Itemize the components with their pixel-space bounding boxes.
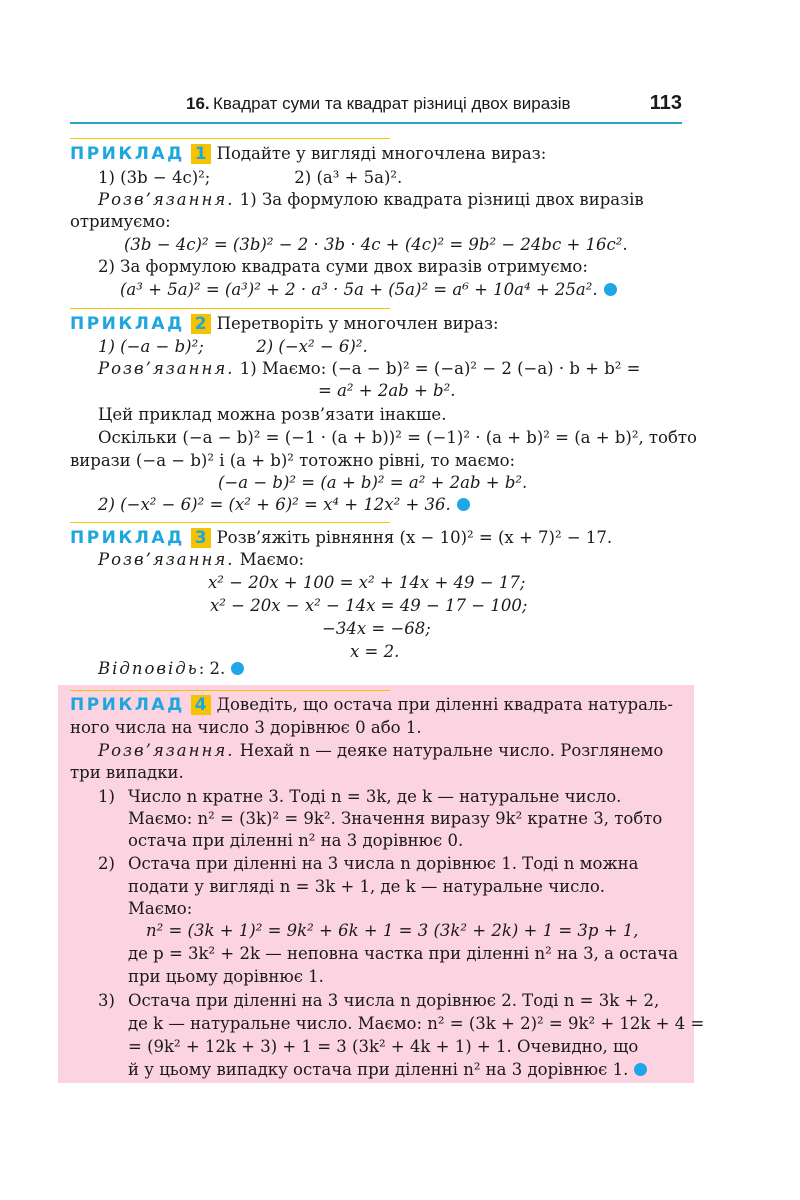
header-rule: [70, 122, 682, 124]
example-3-rule: [70, 522, 390, 523]
section-number: 16.: [186, 94, 210, 113]
example-1-text: 2) За формулою квадрата суми двох виразів отримуємо:: [98, 257, 588, 276]
solution-label: Розв’язання.: [98, 550, 235, 569]
answer-label: Відповідь: [98, 659, 199, 678]
example-4-rule: [70, 690, 390, 691]
blue-circle-icon: [604, 283, 617, 296]
example-3-text: Маємо:: [234, 550, 305, 569]
example-4-heading: [70, 694, 673, 716]
case-3-text: й у цьому випадку остача при діленні n² на 3 дорівнює 1.: [128, 1060, 629, 1079]
solution-label: Розв’язання.: [98, 741, 235, 760]
blue-circle-icon: [634, 1063, 647, 1076]
solution-label: Розв’язання.: [98, 190, 235, 209]
case-2-text: де p = 3k² + 2k — неповна частка при діленні n² на 3, а остача: [128, 944, 679, 963]
example-1-formula: (a³ + 5a)² = (a³)² + 2 · a³ · 5a + (5a)² = a⁶ + 10a⁴ + 25a².: [120, 280, 598, 299]
blue-circle-icon: [457, 498, 470, 511]
example-2-label: ПРИКЛАД: [70, 314, 185, 334]
example-1-number: 1: [191, 144, 211, 164]
example-1-text: 1) За формулою квадрата різниці двох виразів: [234, 190, 644, 209]
example-2-solution-line: [98, 358, 640, 380]
answer-value: : 2.: [198, 659, 226, 678]
example-1-task: Подайте у вигляді многочлена вираз:: [216, 144, 547, 163]
example-2-formula: 2) (−x² − 6)² = (x² + 6)² = x⁴ + 12x² + 36.: [98, 495, 451, 514]
example-3-label: ПРИКЛАД: [70, 528, 185, 548]
case-3-marker: 3): [98, 991, 115, 1010]
example-2-text: Цей приклад можна розв’язати інакше.: [98, 405, 447, 424]
case-3-text: Остача при діленні на 3 числа n дорівнює 2. Тоді n = 3k + 2,: [128, 991, 660, 1010]
example-3-number: 3: [191, 528, 211, 548]
example-1-items: 1) (3b − 4c)²; 2) (a³ + 5a)².: [98, 168, 403, 187]
example-2-items: 1) (−a − b)²; 2) (−x² − 6)².: [98, 337, 368, 356]
example-4-task-cont: ного числа на число 3 дорівнює 0 або 1.: [70, 718, 422, 737]
example-4-label: ПРИКЛАД: [70, 695, 185, 715]
case-1-text: остача при діленні n² на 3 дорівнює 0.: [128, 831, 464, 850]
page-header: [70, 92, 682, 122]
example-1-label: ПРИКЛАД: [70, 144, 185, 164]
example-1-formula-line: [120, 279, 617, 301]
example-4-text: три випадки.: [70, 763, 184, 782]
example-2-final-line: [98, 494, 470, 516]
case-1-marker: 1): [98, 787, 115, 806]
example-2-rule: [70, 308, 390, 309]
example-4-solution-line: [98, 740, 663, 762]
example-3-answer: [98, 658, 244, 680]
case-3-text: = (9k² + 12k + 3) + 1 = 3 (3k² + 4k + 1) + 1. Очевидно, що: [128, 1037, 639, 1056]
case-1-text: Число n кратне 3. Тоді n = 3k, де k — натуральне число.: [128, 787, 622, 806]
case-1-text: Маємо: n² = (3k)² = 9k². Значення виразу 9k² кратне 3, тобто: [128, 809, 663, 828]
example-4-text: Нехай n — деяке натуральне число. Розглянемо: [234, 741, 664, 760]
case-2-text: при цьому дорівнює 1.: [128, 967, 324, 986]
example-1-formula: (3b − 4c)² = (3b)² − 2 · 3b · 4c + (4c)² = 9b² − 24bc + 16c².: [124, 235, 628, 254]
case-3-final-line: [128, 1059, 647, 1081]
case-2-formula: n² = (3k + 1)² = 9k² + 6k + 1 = 3 (3k² + 2k) + 1 = 3p + 1,: [146, 921, 639, 940]
example-2-text: вирази (−a − b)² і (a + b)² тотожно рівні, то маємо:: [70, 451, 516, 470]
case-2-text: Остача при діленні на 3 числа n дорівнює 1. Тоді n можна: [128, 854, 639, 873]
example-2-text: Оскільки (−a − b)² = (−1 · (a + b))² = (−1)² · (a + b)² = (a + b)², тобто: [98, 428, 697, 447]
example-2-formula: (−a − b)² = (a + b)² = a² + 2ab + b².: [218, 473, 528, 492]
example-1-heading: [70, 143, 546, 165]
case-2-marker: 2): [98, 854, 115, 873]
example-3-formula: x² − 20x + 100 = x² + 14x + 49 − 17;: [208, 573, 526, 592]
example-2-heading: [70, 313, 499, 335]
example-4-task: Доведіть, що остача при діленні квадрата натураль-: [216, 695, 673, 714]
example-1-rule: [70, 138, 390, 139]
case-2-text: Маємо:: [128, 899, 193, 918]
section-title: Квадрат суми та квадрат різниці двох виразів: [213, 94, 571, 113]
example-3-solution-line: [98, 549, 304, 571]
blue-circle-icon: [231, 662, 244, 675]
example-2-task: Перетворіть у многочлен вираз:: [216, 314, 499, 333]
example-3-formula: x = 2.: [350, 642, 400, 661]
example-3-heading: [70, 527, 612, 549]
example-1-solution-line: [98, 189, 644, 211]
example-1-text: отримуємо:: [70, 212, 171, 231]
case-3-text: де k — натуральне число. Маємо: n² = (3k + 2)² = 9k² + 12k + 4 =: [128, 1014, 705, 1033]
example-4-number: 4: [191, 695, 211, 715]
solution-label: Розв’язання.: [98, 359, 235, 378]
page-number: 113: [649, 92, 682, 114]
case-2-text: подати у вигляді n = 3k + 1, де k — натуральне число.: [128, 877, 606, 896]
example-3-formula: x² − 20x − x² − 14x = 49 − 17 − 100;: [210, 596, 528, 615]
example-2-text: 1) Маємо: (−a − b)² = (−a)² − 2 (−a) · b + b² =: [234, 359, 641, 378]
example-3-task: Розв’яжіть рівняння (x − 10)² = (x + 7)² − 17.: [216, 528, 613, 547]
example-2-formula: = a² + 2ab + b².: [318, 381, 456, 400]
example-3-formula: −34x = −68;: [322, 619, 431, 638]
example-2-number: 2: [191, 314, 211, 334]
